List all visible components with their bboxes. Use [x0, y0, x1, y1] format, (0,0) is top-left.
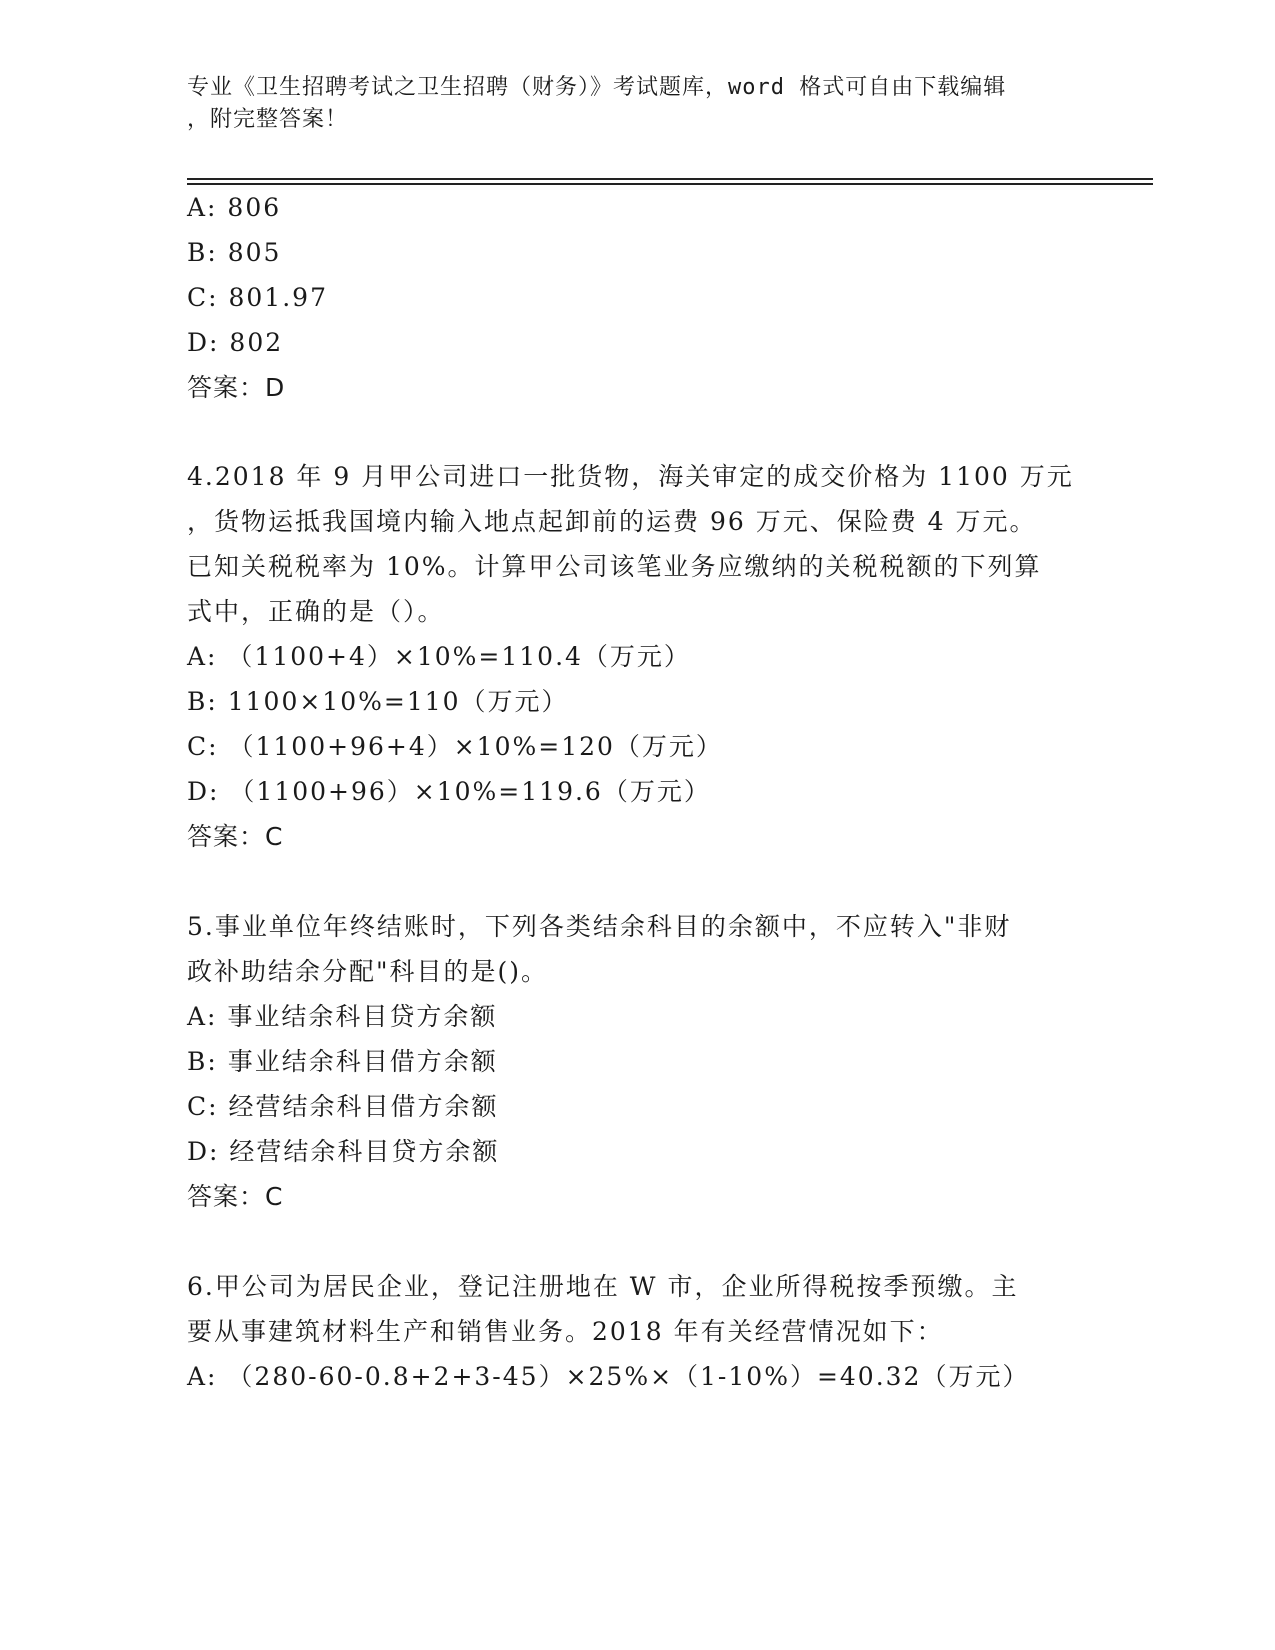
q3-option-d: D: 802 — [187, 328, 284, 357]
document-header — [187, 72, 1067, 136]
q5-stem-line-1: 5.事业单位年终结账时，下列各类结余科目的余额中，不应转入"非财 — [187, 912, 1012, 941]
q6-stem-line-1: 6.甲公司为居民企业，登记注册地在 W 市，企业所得税按季预缴。主 — [187, 1272, 1019, 1301]
q3-option-b: B: 805 — [187, 238, 282, 267]
q5-option-b: B: 事业结余科目借方余额 — [187, 1047, 498, 1076]
q4-answer: 答案：C — [187, 822, 284, 851]
q6-stem-line-2: 要从事建筑材料生产和销售业务。2018 年有关经营情况如下： — [187, 1317, 944, 1346]
q5-answer: 答案：C — [187, 1182, 284, 1211]
q5-option-c: C: 经营结余科目借方余额 — [187, 1092, 499, 1121]
q4-stem-line-1: 4.2018 年 9 月甲公司进口一批货物，海关审定的成交价格为 1100 万元 — [187, 462, 1074, 491]
q4-stem-line-4: 式中，正确的是（）。 — [187, 597, 445, 626]
q5-stem-line-2: 政补助结余分配"科目的是()。 — [187, 957, 549, 986]
header-rule-bottom — [187, 183, 1153, 185]
q3-option-a: A: 806 — [187, 193, 282, 222]
header-rule-top — [187, 178, 1153, 180]
q4-stem-line-3: 已知关税税率为 10%。计算甲公司该笔业务应缴纳的关税税额的下列算 — [187, 552, 1042, 581]
q6-option-a: A: （280-60-0.8+2+3-45）×25%×（1-10%）=40.32（万元） — [187, 1362, 1030, 1391]
q5-option-d: D: 经营结余科目贷方余额 — [187, 1137, 500, 1166]
q4-option-d: D: （1100+96）×10%=119.6（万元） — [187, 777, 711, 806]
q3-answer: 答案：D — [187, 373, 286, 402]
q3-option-c: C: 801.97 — [187, 283, 328, 312]
q4-option-b: B: 1100×10%=110（万元） — [187, 687, 569, 716]
q4-option-a: A: （1100+4）×10%=110.4（万元） — [187, 642, 691, 671]
q5-option-a: A: 事业结余科目贷方余额 — [187, 1002, 498, 1031]
header-line-2: ，附完整答案！ — [187, 107, 349, 132]
header-line-1: 专业《卫生招聘考试之卫生招聘（财务）》考试题库，word 格式可自由下载编辑 — [187, 75, 1007, 100]
q4-stem-line-2: ，货物运抵我国境内输入地点起卸前的运费 96 万元、保险费 4 万元。 — [187, 507, 1037, 536]
q4-option-c: C: （1100+96+4）×10%=120（万元） — [187, 732, 723, 761]
